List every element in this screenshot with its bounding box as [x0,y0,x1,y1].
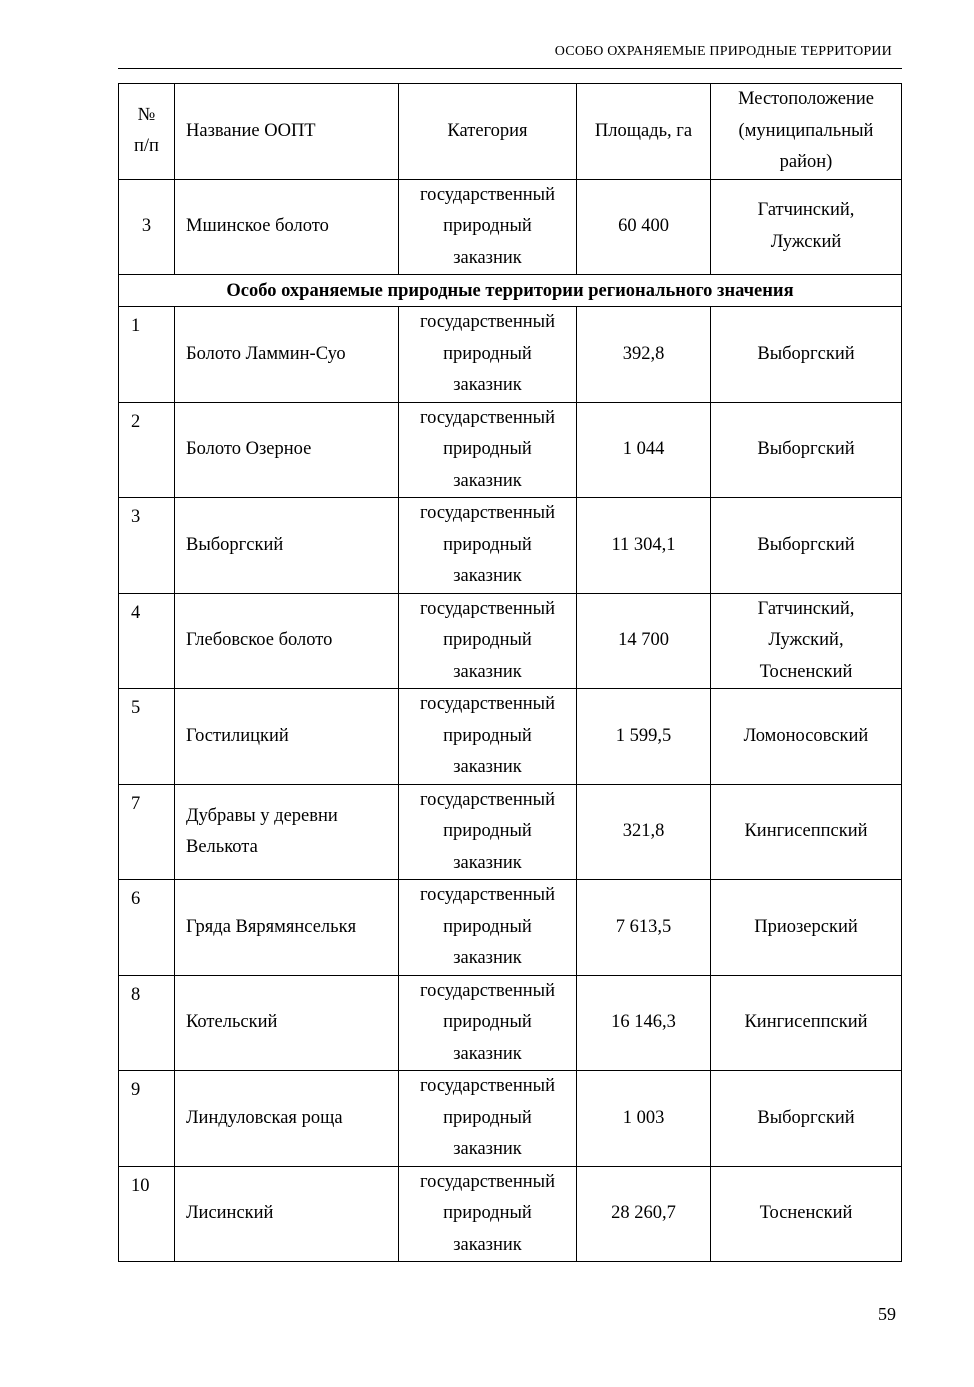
table-row [119,179,902,275]
row-area: 7 613,5 [577,880,711,976]
row-category: государственный природный заказник [399,689,577,785]
row-area: 28 260,7 [577,1166,711,1262]
table-row [119,1071,902,1167]
row-area: 1 003 [577,1071,711,1167]
row-area: 11 304,1 [577,498,711,594]
row-category: государственный природный заказник [399,402,577,498]
row-name: Лисинский [175,1166,399,1262]
row-area: 60 400 [577,179,711,275]
row-category: государственный природный заказник [399,593,577,689]
row-area: 392,8 [577,307,711,403]
row-category: государственный природный заказник [399,880,577,976]
row-location: Кингисеппский [711,784,902,880]
section-row [119,275,902,307]
page-number: 59 [878,1304,896,1324]
protected-areas-table [118,83,902,1262]
row-num: 3 [119,179,175,275]
table-row [119,402,902,498]
row-location: Выборгский [711,498,902,594]
header-num: № п/п [119,84,175,180]
row-num: 9 [119,1071,175,1167]
header-area: Площадь, га [577,84,711,180]
row-name: Котельский [175,975,399,1071]
row-area: 14 700 [577,593,711,689]
row-location: Выборгский [711,402,902,498]
row-location: Выборгский [711,1071,902,1167]
row-num: 7 [119,784,175,880]
row-num: 6 [119,880,175,976]
table-row [119,1166,902,1262]
table-row [119,498,902,594]
row-num: 3 [119,498,175,594]
table-row [119,689,902,785]
row-name: Глебовское болото [175,593,399,689]
table-row [119,880,902,976]
row-category: государственный природный заказник [399,1071,577,1167]
header-name: Название ООПТ [175,84,399,180]
row-location: Кингисеппский [711,975,902,1071]
row-num: 10 [119,1166,175,1262]
row-area: 321,8 [577,784,711,880]
row-location: Гатчинский, Лужский, Тосненский [711,593,902,689]
section-title: Особо охраняемые природные территории регионального значения [119,275,902,307]
header-rule [118,68,902,69]
row-name: Дубравы у деревни Велькота [175,784,399,880]
row-area: 16 146,3 [577,975,711,1071]
row-name: Болото Ламмин-Суо [175,307,399,403]
row-num: 4 [119,593,175,689]
row-category: государственный природный заказник [399,975,577,1071]
row-name: Гостилицкий [175,689,399,785]
running-title: ОСОБО ОХРАНЯЕМЫЕ ПРИРОДНЫЕ ТЕРРИТОРИИ [554,44,892,59]
row-location: Выборгский [711,307,902,403]
row-num: 8 [119,975,175,1071]
row-area: 1 044 [577,402,711,498]
row-num: 1 [119,307,175,403]
row-location: Приозерский [711,880,902,976]
row-name: Гряда Вярямянселькя [175,880,399,976]
row-category: государственный природный заказник [399,307,577,403]
row-area: 1 599,5 [577,689,711,785]
table-row [119,784,902,880]
row-name: Болото Озерное [175,402,399,498]
header-category: Категория [399,84,577,180]
table-header-row [119,84,902,180]
table-row [119,975,902,1071]
header-location: Местоположение (муниципальный район) [711,84,902,180]
row-name: Выборгский [175,498,399,594]
row-num: 2 [119,402,175,498]
table-row [119,307,902,403]
row-name: Мшинское болото [175,179,399,275]
table-row [119,593,902,689]
row-category: государственный природный заказник [399,784,577,880]
row-location: Гатчинский, Лужский [711,179,902,275]
row-category: государственный природный заказник [399,179,577,275]
row-location: Ломоносовский [711,689,902,785]
row-name: Линдуловская роща [175,1071,399,1167]
row-num: 5 [119,689,175,785]
row-category: государственный природный заказник [399,498,577,594]
row-location: Тосненский [711,1166,902,1262]
row-category: государственный природный заказник [399,1166,577,1262]
